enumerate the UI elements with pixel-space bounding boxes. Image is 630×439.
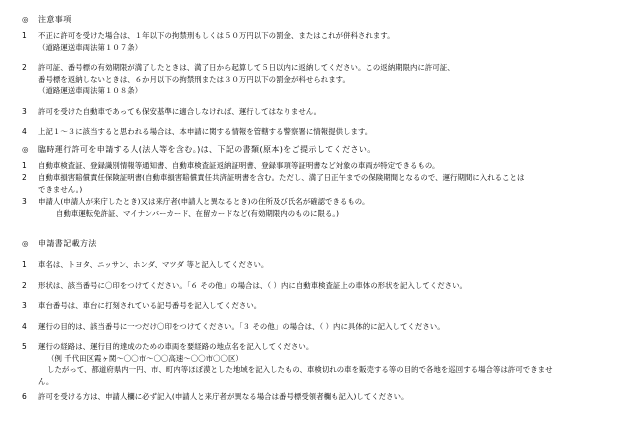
spacer: [22, 221, 614, 232]
section-how-to-fill: [22, 238, 614, 403]
list-item-line: （例 千代田区霞ヶ関～〇〇市～〇〇高速～〇〇市〇〇区）: [47, 353, 243, 363]
section-notes: [22, 14, 614, 138]
list-item-number: 3: [22, 106, 27, 116]
list-item-number: 3: [22, 197, 27, 206]
section-marker-icon: ◎: [22, 15, 29, 24]
list-item-number: 6: [22, 392, 27, 401]
section-notes-heading: [22, 14, 614, 25]
list-item: [22, 62, 614, 97]
section-how-to-fill-heading: [22, 238, 614, 249]
list-item-line: 自動車運転免許証、マイナンバーカード、在留カードなど(有効期限内のものに限る。): [56, 208, 340, 218]
list-item-number: 4: [22, 321, 27, 331]
list-item-number: 4: [22, 127, 27, 136]
list-item-number: 2: [22, 280, 27, 290]
list-item-line: 車台番号は、車台に打刻されている記号番号を記入してください。: [38, 301, 262, 310]
list-item-line: 自動車検査証、登録識別情報等通知書、自動車検査証返納証明書、登録事項等証明書など対象の車両が特定できるもの。: [38, 160, 440, 170]
list-item-line: 車名は、トヨタ、ニッサン、ホンダ、マツダ 等と記入してください。: [38, 260, 269, 269]
section-application-docs-title: 臨時運行許可を申請する人(法人等を含む。)は、下記の書類(原本)をご提示してください。: [38, 144, 376, 154]
list-item-body: [38, 321, 614, 333]
section-application-docs-heading: [22, 144, 614, 155]
list-item-number: 1: [22, 160, 27, 170]
list-item-body: [38, 62, 614, 97]
list-item-body: [38, 391, 614, 403]
list-item-line: できません。): [38, 184, 83, 194]
list-item-line: 不正に許可を受けた場合は、１年以下の拘禁刑もしくは５０万円以下の罰金、またはこれが併科されます。: [38, 31, 395, 40]
list-item: [22, 300, 614, 312]
list-item: [22, 126, 614, 138]
list-item-body: [38, 126, 614, 138]
list-item-number: 3: [22, 301, 27, 310]
list-item-body: [38, 172, 614, 195]
list-item-body: [38, 300, 614, 312]
list-item: [22, 196, 614, 219]
list-item-line: 許可を受ける方は、申請人欄に必ず記入(申請人と来庁者が異なる場合は番号標受領者欄も記入)してください。: [38, 392, 409, 401]
list-item: [22, 106, 614, 118]
section-notes-title: 注意事項: [38, 15, 72, 24]
section-marker-icon: ◎: [22, 144, 29, 154]
list-item-line: 自動車損害賠償責任保険証明書(自動車損害賠償責任共済証明書を含む。ただし、満了日正午までの保険期間となるので、運行期間に入れることは: [38, 173, 525, 182]
list-item-number: 1: [22, 31, 27, 40]
list-item-number: 2: [22, 63, 27, 72]
list-item-body: [38, 30, 614, 53]
list-item: [22, 391, 614, 403]
list-item-line: ん。: [38, 376, 54, 386]
list-item-line: したがって、都道府県内一円、市、町内等ほぼ漠とした地域を記入したもの、車検切れの車を販売する等の目的で各地を巡回する場合等は許可できませ: [47, 365, 553, 374]
list-item-line: 許可証、番号標の有効期限が満了したときは、満了日から起算して５日以内に返納してください。この返納期限内に許可証、: [38, 63, 455, 72]
list-item-line: （道路運送車両法第１０７条）: [38, 42, 143, 52]
list-item: [22, 341, 614, 387]
list-item: [22, 280, 614, 292]
list-item-line: 番号標を返納しないときは、６か月以下の拘禁刑または３０万円以下の罰金が科せられます。: [38, 74, 350, 84]
section-application-docs: [22, 144, 614, 220]
list-item: [22, 321, 614, 333]
list-item-line: 許可を受けた自動車であっても保安基準に適合しなければ、運行してはなりません。: [38, 106, 322, 116]
document-body: [22, 8, 614, 407]
list-item: [22, 172, 614, 195]
list-item-number: 5: [22, 342, 27, 351]
list-item-line: 形状は、該当番号に〇印をつけてください。「６ その他」の場合は、（ ）内に自動車検査証上の車体の形状を記入してください。: [38, 280, 467, 290]
list-item: [22, 30, 614, 53]
list-item-body: [38, 259, 614, 271]
list-item-body: [38, 280, 614, 292]
list-item-line: 申請人(申請人が来庁したとき)又は来庁者(申請人と異なるとき)の住所及び氏名が確認できるもの。: [38, 197, 370, 206]
list-item-line: 上記１～３に該当すると思われる場合は、本申請に関する情報を管轄する警察署に情報提供します。: [38, 127, 373, 136]
list-item-line: 運行の目的は、該当番号に一つだけ〇印をつけてください。「３ その他」の場合は、（ ）内に具体的に記入してください。: [38, 321, 445, 331]
list-item-body: [38, 160, 614, 172]
list-item-number: 1: [22, 260, 27, 269]
list-item-body: [38, 196, 614, 219]
list-item: [22, 160, 614, 172]
list-item-line: （道路運送車両法第１０８条）: [38, 86, 143, 95]
section-marker-icon: ◎: [22, 239, 29, 248]
list-item-body: [38, 106, 614, 118]
list-item-body: [38, 341, 614, 387]
list-item-line: 運行の経路は、運行目的達成のための車両を要経路の地点名を記入してください。: [38, 342, 314, 351]
section-how-to-fill-title: 申請書記載方法: [38, 239, 97, 248]
list-item-number: 2: [22, 173, 27, 182]
list-item: [22, 259, 614, 271]
